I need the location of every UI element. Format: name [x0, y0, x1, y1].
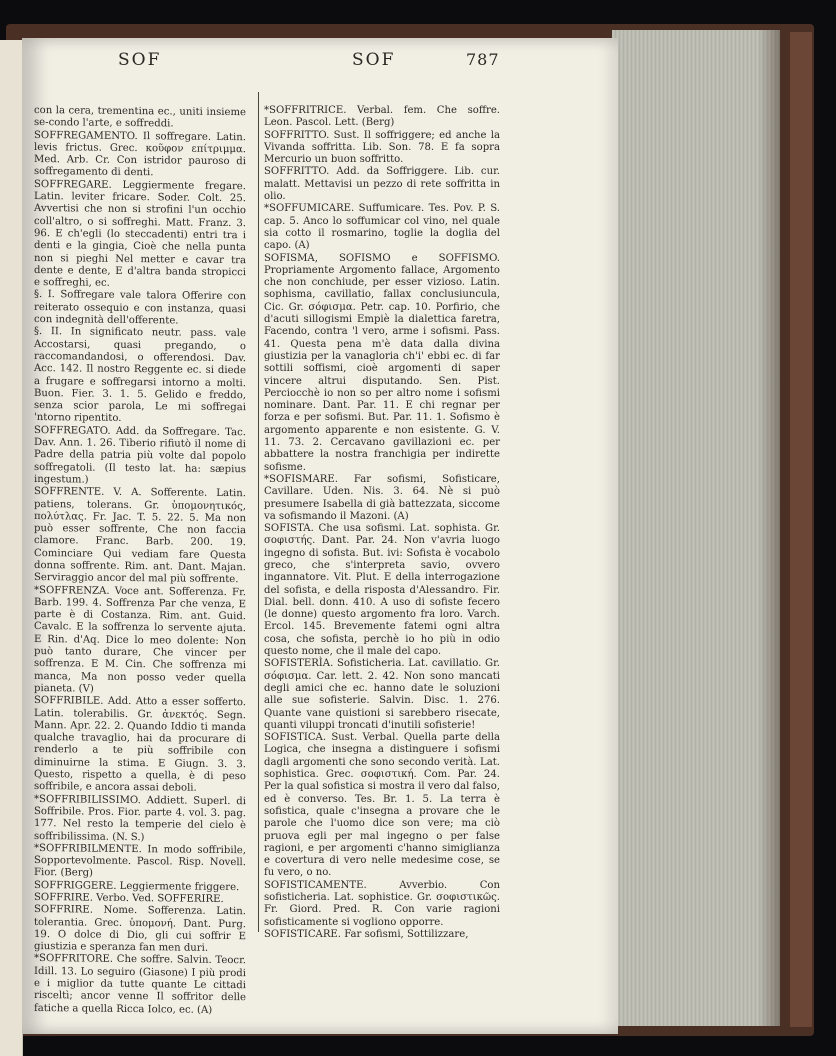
right-column: [264, 105, 500, 941]
entry: *SOFISMARE. Far sofismi, Sofisticare, Cavillare. Uden. Nis. 3. 64. Nè si può presumere Isabella di già battezzata, siccome va sofismando il Mazoni. (A): [264, 473, 500, 522]
left-column: [34, 105, 246, 1017]
entry: SOFISTA. Che usa sofismi. Lat. sophista. Gr. σοφιστής. Dant. Par. 24. Non v'avria luogo ingegno di sofista. But. ivi: Sofista è vocabolo greco, che s'interpreta savio, ovvero ingannatore. Vit. Plut. E della interrogazione del sofista, e della risposta d'Alessandro. Fir. Dial. bell. donn. 410. A uso di sofiste fecero (le donne) questo argomento fra loro. Varch. Ercol. 145. Brevemente fatemi ogni altra cosa, che sofista, perchè io ho più in odio questo nome, che il male del capo.: [264, 523, 500, 658]
entry: SOFFRENTE. V. A. Sofferente. Latin. patiens, tolerans. Gr. ὑπομονητικός, πολύτλας. Fr. Jac. T. 5. 22. 5. Ma non può esser soffrente, Che non faccia clamore. Franc. Barb. 200. 19. Cominciare Qui vediam fare Questa donna soffrente. Rim. ant. Dant. Majan. Serviraggio ancor del mal più soffrente.: [34, 486, 246, 586]
entry: SOFISTICAMENTE. Avverbio. Con sofisticheria. Lat. sophistice. Gr. σοφιστικῶς. Fr. Giord. Pred. R. Con varie ragioni sofisticamente si vogliono opporre.: [264, 879, 500, 928]
entry: *SOFFUMICARE. Suffumicare. Tes. Pov. P. S. cap. 5. Anco lo soffumicar col vino, nel quale sia cotto il rosmarino, toglie la doglia del capo. (A): [264, 203, 500, 252]
entry: SOFFREGAMENTO. Il soffregare. Latin. levis frictus. Grec. κοῦφον επίτριμμα. Med. Arb. Cr. Con istridor pauroso di soffregamento di denti.: [34, 129, 246, 179]
entry: SOFFRIBILE. Add. Atto a esser sofferto. Latin. tolerabilis. Gr. ἀνεκτός. Segn. Mann. Apr. 22. 2. Quando Iddio ti manda qualche travaglio, hai da procurare di renderlo a te più soffribile con diminuirne la stima. E Giugn. 3. 3. Questo, rispetto a quella, è di peso soffribile, e ancora assai deboli.: [34, 695, 246, 795]
entry: SOFFRITTO. Sust. Il soffriggere; ed anche la Vivanda soffritta. Lib. Son. 78. E fa sopra Mercurio un buon soffritto.: [264, 129, 500, 166]
entry: *SOFFRITRICE. Verbal. fem. Che soffre. Leon. Pascol. Lett. (Berg): [264, 105, 500, 129]
entry: SOFISTERÌA. Sofisticheria. Lat. cavillatio. Gr. σόφισμα. Car. lett. 2. 42. Non sono mancati degli amici che ec. hanno date le soluzioni alle sue sofisterie. Salvin. Disc. 1. 276. Quante vane quistioni si sarebbero risecate, quanti viluppi troncati d'inutili sofisterie!: [264, 658, 500, 731]
entry: SOFFRIRE. Verbo. Ved. SOFFERIRE.: [34, 892, 224, 905]
entry: §. II. In significato neutr. pass. vale Accostarsi, quasi pregando, o raccomandandosi, o offerendosi. Dav. Acc. 142. Il nostro Reggente ec. si diede a frugare e soffregarsi intorno a molti. Buon. Fier. 3. 1. 5. Gelido e freddo, senza scior parola, Le mi soffregai 'ntorno ripentito.: [34, 326, 246, 425]
running-head-center: SOF: [352, 50, 396, 70]
facing-page: [0, 40, 23, 1056]
entry: *SOFFRENZA. Voce ant. Sofferenza. Fr. Barb. 199. 4. Soffrenza Par che venza, E parte è di Costanza. Rim. ant. Guid. Cavalc. E la soffrenza lo servente ajuta. E Rin. d'Aq. Dice lo meo dolente: Non può tanto durare, Che vincer per soffrenza. E M. Cin. Che soffrenza mi manca, Ma non posso veder quella pianeta. (V): [34, 584, 246, 695]
entry: §. I. Soffregare vale talora Offerire con reiterato ossequio e con instanza, quasi con indegnità dell'offerente.: [34, 289, 246, 327]
entry: SOFFRIGGERE. Leggiermente friggere.: [34, 879, 240, 893]
entry: SOFFRITTO. Add. da Soffriggere. Lib. cur. malatt. Mettavisi un pezzo di rete soffritta in olio.: [264, 166, 500, 203]
entry: con la cera, trementina ec., uniti insieme se-condo l'arte, e soffreddi.: [34, 105, 246, 130]
entry: *SOFFRIBILMENTE. In modo soffribile, Sopportevolmente. Pascol. Risp. Novell. Fior. (Berg): [34, 842, 246, 880]
page-edges: [612, 30, 780, 1026]
cover-edge: [790, 32, 812, 1027]
entry: SOFFRIRE. Nome. Sofferenza. Latin. tolerantia. Grec. ὑπομονή. Dant. Purg. 19. O dolce di Dio, gli cui soffrir E giustizia e speranza fan men duri.: [34, 904, 246, 955]
entry: *SOFFRITORE. Che soffre. Salvin. Teocr. Idill. 13. Lo seguiro (Giasone) I più prodi e i miglior da tutte quante Le cittadi risceltì; ancor venne Il soffritor delle fatiche a quella Ricca Iolco, ec. (A): [34, 953, 246, 1016]
column-rule: [258, 92, 259, 932]
entry: SOFISMA, SOFISMO e SOFFISMO. Propriamente Argomento fallace, Argomento che non conchiude, per esser vizioso. Latin. sophisma, cavillatio, fallax conclusiuncula, Cic. Gr. σόφισμα. Petr. cap. 10. Porfirio, che d'acuti sillogismi Empiè la dialettica faretra, Facendo, contra 'l vero, arme i sofismi. Pass. 41. Questa pena m'è data dalla divina giustizia per la vanagloria ch'i' ebbi ec. di far sottili soffismi, cioè argomenti di saper vincere altrui disputando. Sen. Pist. Perciocchè io non so per altro nome i sofismi nominare. Dant. Par. 11. E chi regnar per forza e per sofismi. But. Par. 11. 1. Sofismo è argomento apparente e non esistente. G. V. 11. 73. 2. Cercavano gavillazioni ec. per abbattere la nostra franchigia per indirette sofisme.: [264, 252, 500, 473]
running-head-left: SOF: [118, 50, 162, 70]
entry: SOFFREGATO. Add. da Soffregare. Tac. Dav. Ann. 1. 26. Tiberio rifiutò il nome di Padre della patria più volte dal popolo soffregatoli. (Il testo lat. ha: sæpius ingestum.): [34, 424, 246, 486]
entry: SOFFREGARE. Leggiermente fregare. Latin. leviter fricare. Soder. Colt. 25. Avvertisi che non si strofini l'un occhio coll'altro, o si soffreghi. Matt. Franz. 3. 96. E ch'egli (lo steccadenti) entri tra i denti e la gingia, Cioè che nella punta non si pieghi Nel metter e cavar tra dente e dente, E d'altra banda stropicci e soffreghi, ec.: [34, 178, 246, 289]
entry: *SOFFRIBILISSIMO. Addiett. Superl. di Soffribile. Pros. Fior. parte 4. vol. 3. pag. 177. Nel resto la temperie del cielo è soffribilissima. (N. S.): [34, 793, 246, 843]
entry: SOFISTICA. Sust. Verbal. Quella parte della Logica, che insegna a distinguere i sofismi dagli argomenti che sono secondo verità. Lat. sophistica. Grec. σοφιστική. Com. Par. 24. Per la qual sofistica si mostra il vero dal falso, ed è converso. Tes. Br. 1. 5. La terra è sofistica, quale c'insegna a provare che le parole che l'uomo dice son vere; ma ciò pruova egli per mal ingegno o per false ragioni, e per argomenti c'hanno simiglianza e covertura di vero nelle medesime cose, se fu vero, o no.: [264, 732, 500, 879]
page-number: 787: [466, 50, 500, 69]
entry: SOFISTICARE. Far sofismi, Sottilizzare,: [264, 928, 469, 940]
